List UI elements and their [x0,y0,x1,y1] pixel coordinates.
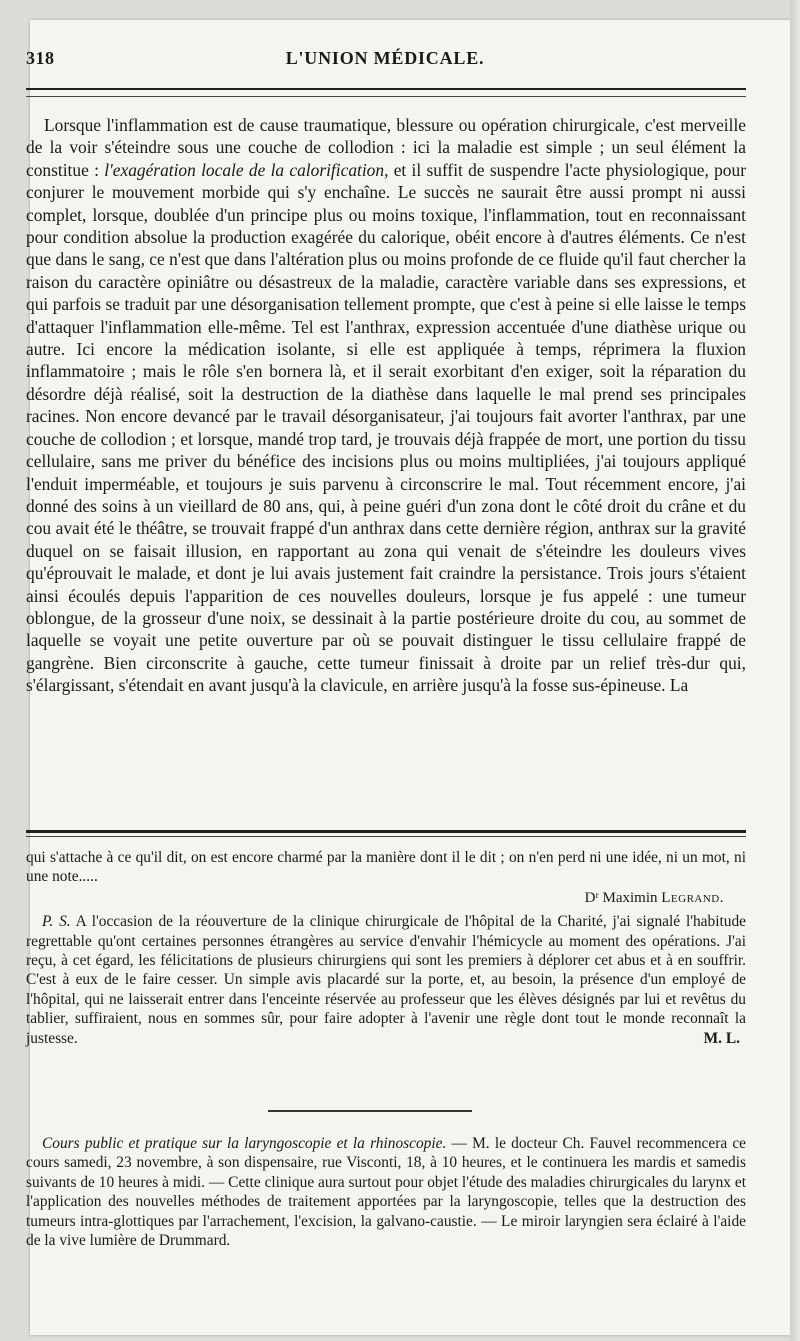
section-rule [26,830,746,833]
ps-signature: M. L. [703,1029,740,1047]
ps-label: P. S. [42,913,71,931]
para-emphasis: l'exagération locale de la calorification, [104,159,389,180]
para-lead: Lorsque l'inflammation est de cause traumatique, blessure ou opération chirurgicale, c'est merveille de la voir s'éteindre sous une couche de collodion : ici la maladie est simple ; un seul élément la constitue : [26,115,746,180]
page-number: 318 [26,48,55,68]
para-tail: et il suffit de suspendre l'acte physiologique, pour conjurer le mouvement morbide qui s'y enchaîne. Le succès ne saurait être aussi prompt ni aussi complet, lorsque, doublée d'un principe plus ou moins toxique, l'inflammation, tout en reconnaissant pour condition absolue la production exagérée du calorique, obéit encore à d'autres éléments. Ce n'est que dans le sang, ce n'est que dans l'altération plus ou moins profonde de ce fluide qu'il faut chercher la raison du caractère opiniâtre ou désastreux de la maladie, caractère variable dans ses expressions, et qui parfois se traduit par une désorganisation tellement prompte, que c'est à peine si elle laisse le temps d'attaquer l'inflammation elle-même. Tel est l'anthrax, expression accentuée d'une diathèse urique ou autre. Ici encore la médication isolante, si elle est appliquée à temps, réprimera la fluxion inflammatoire ; mais le rôle s'en bornera là, et il serait exorbitant d'en exiger, soit la réparation du désordre déjà réalisé, soit la destruction de la diathèse dans laquelle le mal prend ses principales racines. Non encore devancé par le travail désorganisateur, j'ai toujours fait avorter l'anthrax, par une couche de collodion ; et lorsque, mandé trop tard, je trouvais déjà frappée de mort, une portion du tissu cellulaire, sans me priver du bénéfice des incisions plus ou moins multipliées, j'ai toujours appliqué l'enduit imperméable, et toujours je suis parvenu à circonscrire le mal. Tout récemment encore, j'ai donné des soins à un vieillard de 80 ans, qui, à peine guéri d'un zona dont le côté droit du crâne et du cou avait été le théâtre, se trouvait frappé d'un anthrax dans cette dernière région, anthrax sur la gravité duquel on se faisait illusion, en rapportant au zona qui venait de s'éteindre les douleurs vives qu'éprouvait le malade, et dont je lui avais justement fait craindre la persistance. Trois jours s'étaient ainsi écoulés depuis l'apparition de ces nouvelles douleurs, lorsque je fus appelé : une tumeur oblongue, de la grosseur d'une noix, se dessinait à la partie postérieure droite du cou, au sommet de laquelle se voyait une petite ouverture par où se pouvait distinguer le tissu cellulaire frappé de gangrène. Bien circonscrite à gauche, cette tumeur finissait à droite par un relief très-dur qui, s'élargissant, s'étendait en avant jusqu'à la clavicule, en arrière jusqu'à la fosse sus-épineuse. La [26,159,746,696]
postscript [26,912,746,1048]
page-header [26,48,744,78]
running-title: L'UNION MÉDICALE. [285,48,485,68]
header-rule-thin [26,96,746,97]
section-rule-thin [26,836,746,837]
page-gutter [790,0,800,1341]
main-paragraph [26,114,746,697]
separator-rule [268,1110,472,1112]
author-signature: Dʳ Maximin Legrand. [584,889,724,906]
ps-text: A l'occasion de la réouverture de la clinique chirurgicale de l'hôpital de la Charité, j'ai signalé l'habitude regrettable qu'ont certaines personnes étrangères au service d'envahir l'hémicycle au moment des opérations. J'ai reçu, à cet égard, les félicitations de plusieurs chirurgiens qui sont les premiers à déplorer cet abus et à en souffrir. C'est à eux de le faire cesser. Un simple avis placardé sur la porte, et, au besoin, la présence d'un employé de l'hôpital, qui ne laisserait entrer dans l'enceinte réservée au professeur que les élèves désignés par lui et revêtus du tablier, suffiraient, nous en sommes sûr, pour faire adopter à l'avenir une règle dont tout le monde reconnaît la justesse. [26,913,746,1047]
continuation-text: qui s'attache à ce qu'il dit, on est encore charmé par la manière dont il le dit ; on n'en perd ni une idée, ni un mot, ni une note..... [26,849,746,886]
announcement-text: — M. le docteur Ch. Fauvel recommencera ce cours samedi, 23 novembre, à son dispensaire, rue Visconti, 18, à 10 heures, et le continuera les mardis et samedis suivants de 10 heures à midi. — Cette clinique aura surtout pour objet l'étude des maladies chirurgicales du larynx et l'application des nouvelles méthodes de traitement apportées par la laryngoscopie, telles que la destruction des tumeurs intra-glottiques par l'arrachement, l'excision, la galvano-caustie. — Le miroir laryngien sera éclairé à l'aide de la vive lumière de Drummard. [26,1135,747,1250]
course-announcement [26,1134,746,1250]
announcement-title: Cours public et pratique sur la laryngoscopie et la rhinoscopie. [42,1135,447,1152]
header-rule [26,88,746,90]
review-conclusion [26,848,746,1048]
